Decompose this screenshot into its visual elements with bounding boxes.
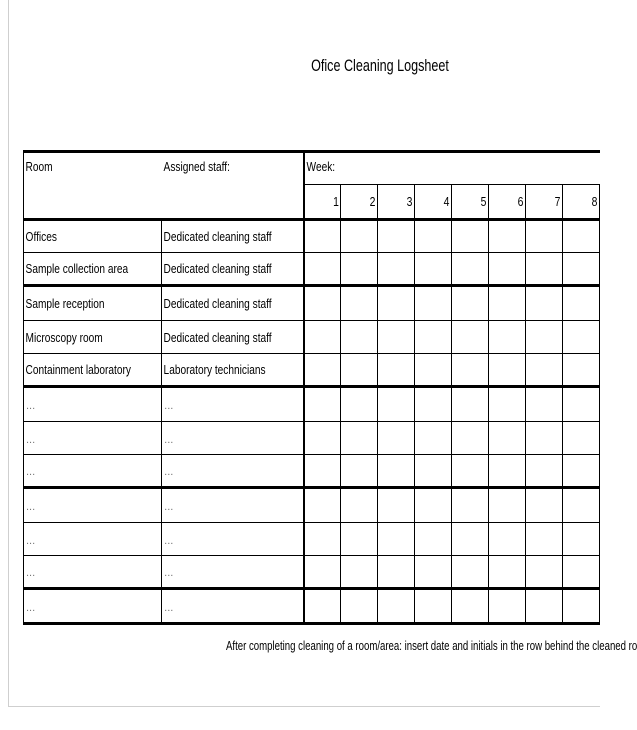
log-row	[24, 523, 600, 556]
week-number: 3	[378, 185, 415, 220]
week-entry-cell[interactable]	[563, 488, 600, 523]
room-header-spacer	[24, 185, 162, 220]
week-entry-cell[interactable]	[526, 589, 563, 624]
week-entry-cell[interactable]	[415, 321, 452, 354]
week-entry-cell[interactable]	[526, 488, 563, 523]
room-cell: Sample collection area	[24, 253, 162, 286]
week-entry-cell[interactable]	[489, 387, 526, 422]
page-title: Ofice Cleaning Logsheet	[311, 56, 449, 75]
week-entry-cell[interactable]	[563, 321, 600, 354]
week-entry-cell[interactable]	[526, 455, 563, 488]
staff-cell: ...	[162, 455, 304, 488]
footnote-instruction: After completing cleaning of a room/area: insert date and initials in the row behind the cleaned ro	[226, 638, 637, 653]
week-entry-cell[interactable]	[489, 220, 526, 253]
week-entry-cell[interactable]	[341, 286, 378, 321]
week-entry-cell[interactable]	[415, 488, 452, 523]
staff-header-spacer	[162, 185, 304, 220]
week-entry-cell[interactable]	[452, 321, 489, 354]
week-entry-cell[interactable]	[489, 286, 526, 321]
week-entry-cell[interactable]	[563, 556, 600, 589]
week-entry-cell[interactable]	[341, 253, 378, 286]
week-entry-cell[interactable]	[304, 556, 341, 589]
log-row	[24, 589, 600, 624]
week-entry-cell[interactable]	[563, 455, 600, 488]
week-entry-cell[interactable]	[452, 422, 489, 455]
week-entry-cell[interactable]	[378, 422, 415, 455]
week-entry-cell[interactable]	[415, 422, 452, 455]
week-entry-cell[interactable]	[378, 253, 415, 286]
week-entry-cell[interactable]	[341, 321, 378, 354]
week-entry-cell[interactable]	[563, 523, 600, 556]
log-row	[24, 286, 600, 321]
cleaning-log-table-container	[23, 150, 600, 632]
week-entry-cell[interactable]	[378, 455, 415, 488]
week-entry-cell[interactable]	[563, 220, 600, 253]
week-entry-cell[interactable]	[452, 253, 489, 286]
week-entry-cell[interactable]	[304, 387, 341, 422]
week-entry-cell[interactable]	[304, 589, 341, 624]
week-entry-cell[interactable]	[415, 220, 452, 253]
week-entry-cell[interactable]	[489, 488, 526, 523]
week-entry-cell[interactable]	[378, 488, 415, 523]
room-cell: ...	[24, 455, 162, 488]
week-entry-cell[interactable]	[304, 455, 341, 488]
week-number: 1	[304, 185, 341, 220]
week-entry-cell[interactable]	[341, 387, 378, 422]
week-entry-cell[interactable]	[563, 589, 600, 624]
week-number-row	[24, 185, 600, 220]
staff-cell: Dedicated cleaning staff	[162, 253, 304, 286]
room-cell: Containment laboratory	[24, 354, 162, 387]
week-header: Week:	[304, 152, 600, 185]
week-entry-cell[interactable]	[378, 556, 415, 589]
week-number: 5	[452, 185, 489, 220]
week-entry-cell[interactable]	[415, 523, 452, 556]
log-row	[24, 387, 600, 422]
log-row	[24, 321, 600, 354]
week-entry-cell[interactable]	[452, 488, 489, 523]
page-edge-left	[8, 0, 9, 706]
week-entry-cell[interactable]	[526, 321, 563, 354]
week-entry-cell[interactable]	[526, 220, 563, 253]
week-entry-cell[interactable]	[452, 354, 489, 387]
week-entry-cell[interactable]	[489, 556, 526, 589]
week-entry-cell[interactable]	[304, 354, 341, 387]
week-entry-cell[interactable]	[489, 321, 526, 354]
week-entry-cell[interactable]	[489, 422, 526, 455]
week-number: 4	[415, 185, 452, 220]
week-entry-cell[interactable]	[526, 422, 563, 455]
week-entry-cell[interactable]	[452, 589, 489, 624]
week-entry-cell[interactable]	[526, 523, 563, 556]
log-row	[24, 253, 600, 286]
week-entry-cell[interactable]	[452, 387, 489, 422]
week-entry-cell[interactable]	[526, 556, 563, 589]
week-entry-cell[interactable]	[304, 422, 341, 455]
week-entry-cell[interactable]	[563, 387, 600, 422]
week-entry-cell[interactable]	[563, 422, 600, 455]
week-number: 8	[563, 185, 600, 220]
week-entry-cell[interactable]	[415, 354, 452, 387]
week-entry-cell[interactable]	[489, 455, 526, 488]
staff-cell: Laboratory technicians	[162, 354, 304, 387]
week-entry-cell[interactable]	[304, 321, 341, 354]
week-entry-cell[interactable]	[415, 387, 452, 422]
room-cell: ...	[24, 589, 162, 624]
staff-cell: ...	[162, 589, 304, 624]
week-entry-cell[interactable]	[378, 220, 415, 253]
week-entry-cell[interactable]	[341, 556, 378, 589]
week-entry-cell[interactable]	[341, 220, 378, 253]
week-entry-cell[interactable]	[489, 354, 526, 387]
week-entry-cell[interactable]	[378, 589, 415, 624]
week-entry-cell[interactable]	[304, 253, 341, 286]
staff-cell: Dedicated cleaning staff	[162, 220, 304, 253]
log-row	[24, 488, 600, 523]
log-row	[24, 354, 600, 387]
week-entry-cell[interactable]	[378, 523, 415, 556]
week-entry-cell[interactable]	[415, 556, 452, 589]
week-entry-cell[interactable]	[304, 220, 341, 253]
week-number: 7	[526, 185, 563, 220]
week-entry-cell[interactable]	[526, 253, 563, 286]
week-entry-cell[interactable]	[526, 387, 563, 422]
week-entry-cell[interactable]	[378, 286, 415, 321]
week-entry-cell[interactable]	[489, 589, 526, 624]
week-entry-cell[interactable]	[341, 455, 378, 488]
week-entry-cell[interactable]	[341, 523, 378, 556]
cleaning-log-table	[23, 150, 600, 625]
week-entry-cell[interactable]	[526, 286, 563, 321]
week-entry-cell[interactable]	[415, 589, 452, 624]
week-entry-cell[interactable]	[563, 253, 600, 286]
staff-cell: ...	[162, 488, 304, 523]
week-entry-cell[interactable]	[304, 488, 341, 523]
room-cell: ...	[24, 422, 162, 455]
room-cell: ...	[24, 556, 162, 589]
staff-cell: Dedicated cleaning staff	[162, 321, 304, 354]
room-header: Room	[24, 152, 162, 185]
room-cell: ...	[24, 387, 162, 422]
week-entry-cell[interactable]	[489, 523, 526, 556]
room-cell: ...	[24, 488, 162, 523]
room-cell: Sample reception	[24, 286, 162, 321]
week-entry-cell[interactable]	[452, 523, 489, 556]
week-entry-cell[interactable]	[526, 354, 563, 387]
week-entry-cell[interactable]	[341, 589, 378, 624]
log-row	[24, 422, 600, 455]
week-entry-cell[interactable]	[489, 253, 526, 286]
log-row	[24, 220, 600, 253]
week-entry-cell[interactable]	[378, 387, 415, 422]
staff-cell: ...	[162, 387, 304, 422]
footnote-clip	[0, 630, 637, 660]
week-entry-cell[interactable]	[378, 321, 415, 354]
week-entry-cell[interactable]	[415, 286, 452, 321]
week-number: 6	[489, 185, 526, 220]
log-row	[24, 556, 600, 589]
week-entry-cell[interactable]	[452, 455, 489, 488]
week-number: 2	[341, 185, 378, 220]
week-entry-cell[interactable]	[341, 354, 378, 387]
week-entry-cell[interactable]	[415, 455, 452, 488]
staff-cell: ...	[162, 422, 304, 455]
page-edge-bottom	[8, 706, 600, 707]
staff-cell: ...	[162, 556, 304, 589]
week-entry-cell[interactable]	[304, 286, 341, 321]
week-entry-cell[interactable]	[304, 523, 341, 556]
week-entry-cell[interactable]	[452, 220, 489, 253]
week-entry-cell[interactable]	[563, 354, 600, 387]
week-entry-cell[interactable]	[378, 354, 415, 387]
week-entry-cell[interactable]	[341, 488, 378, 523]
header-row	[24, 152, 600, 185]
week-entry-cell[interactable]	[415, 253, 452, 286]
room-cell: Microscopy room	[24, 321, 162, 354]
log-row	[24, 455, 600, 488]
room-cell: ...	[24, 523, 162, 556]
staff-cell: ...	[162, 523, 304, 556]
week-entry-cell[interactable]	[452, 556, 489, 589]
week-entry-cell[interactable]	[563, 286, 600, 321]
week-entry-cell[interactable]	[341, 422, 378, 455]
week-entry-cell[interactable]	[452, 286, 489, 321]
assigned-staff-header: Assigned staff:	[162, 152, 304, 185]
staff-cell: Dedicated cleaning staff	[162, 286, 304, 321]
room-cell: Offices	[24, 220, 162, 253]
